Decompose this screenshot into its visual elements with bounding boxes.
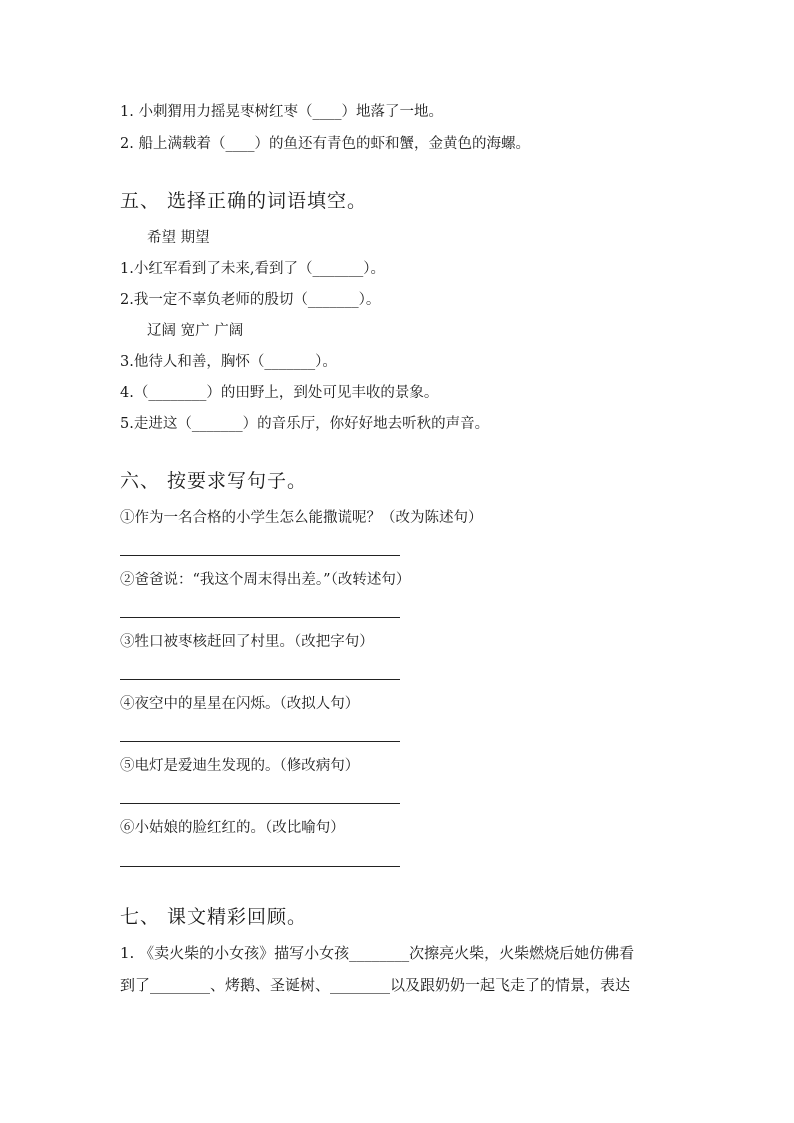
word-choices-1: 希望 期望 [147, 230, 210, 246]
answer-line-5[interactable] [120, 803, 400, 804]
word-choice-item-4: 4.（________）的田野上，到处可见丰收的景象。 [120, 385, 439, 401]
rewrite-item-5: ⑤电灯是爱迪生发现的。（修改病句） [120, 758, 360, 774]
rewrite-item-6: ⑥小姑娘的脸红红的。（改比喻句） [120, 820, 345, 836]
rewrite-item-4: ④夜空中的星星在闪烁。（改拟人句） [120, 696, 360, 712]
fill-blank-item-2: 2. 船上满载着（____）的鱼还有青色的虾和蟹，金黄色的海螺。 [120, 136, 530, 152]
rewrite-item-3: ③牲口被枣核赶回了村里。（改把字句） [120, 634, 374, 650]
section-7-title: 七、 课文精彩回顾。 [120, 906, 308, 928]
word-choice-item-5: 5.走进这（_______）的音乐厅，你好好地去听秋的声音。 [120, 416, 490, 432]
rewrite-item-1: ①作为一名合格的小学生怎么能撒谎呢？（改为陈述句） [120, 510, 483, 526]
section-6-title: 六、 按要求写句子。 [120, 470, 308, 492]
answer-line-4[interactable] [120, 741, 400, 742]
word-choice-item-1: 1.小红军看到了未来,看到了（_______）。 [120, 261, 385, 277]
rewrite-item-2: ②爸爸说：“我这个周末得出差。”（改转述句） [120, 572, 411, 588]
answer-line-1[interactable] [120, 555, 400, 556]
word-choices-2: 辽阔 宽广 广阔 [147, 323, 244, 339]
word-choice-item-3: 3.他待人和善，胸怀（_______）。 [120, 354, 337, 370]
answer-line-3[interactable] [120, 679, 400, 680]
review-line-1: 1. 《卖火柴的小女孩》描写小女孩________次擦亮火柴，火柴燃烧后她仿佛看 [120, 944, 635, 962]
section-5-title: 五、 选择正确的词语填空。 [120, 190, 368, 212]
fill-blank-item-1: 1. 小刺猬用力摇晃枣树红枣（____）地落了一地。 [120, 104, 443, 120]
review-line-2: 到了________、烤鹅、圣诞树、________以及跟奶奶一起飞走了的情景，表达 [120, 976, 631, 994]
answer-line-6[interactable] [120, 866, 400, 867]
word-choice-item-2: 2.我一定不辜负老师的殷切（_______）。 [120, 292, 381, 308]
answer-line-2[interactable] [120, 617, 400, 618]
